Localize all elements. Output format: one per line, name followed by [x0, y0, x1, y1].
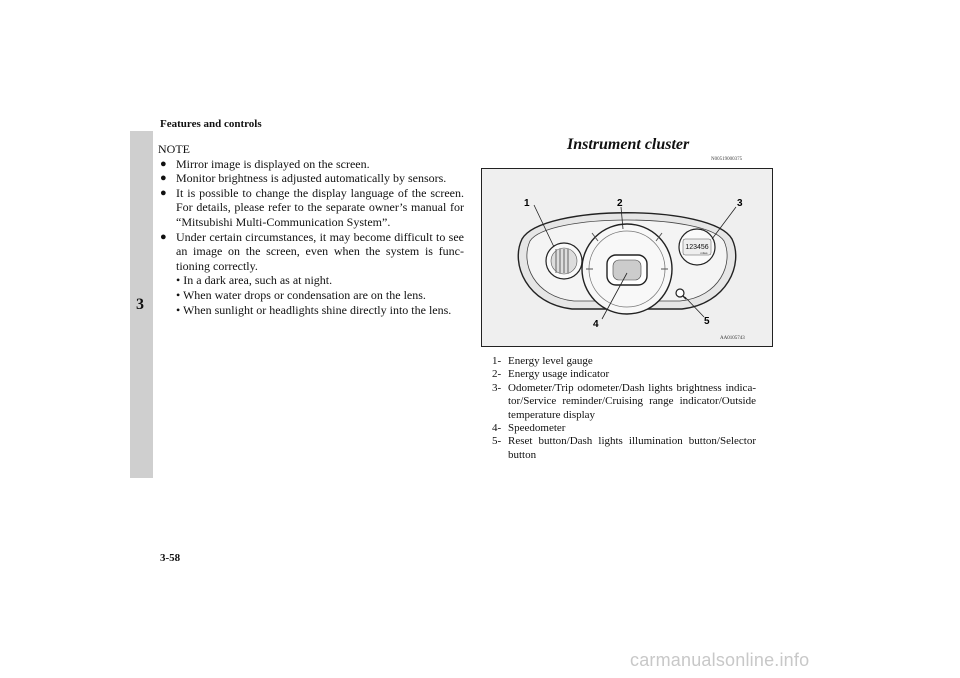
note-label: NOTE — [158, 142, 190, 156]
legend-number: 5- — [492, 435, 502, 448]
legend-item — [492, 368, 756, 381]
callout-2: 2 — [617, 198, 623, 209]
legend-number: 1- — [492, 355, 502, 367]
page-number: 3-58 — [160, 552, 181, 564]
odometer-unit-text: miles — [700, 251, 708, 255]
legend-text: Speedometer — [508, 422, 566, 435]
legend-number: 4- — [492, 422, 502, 435]
legend-list — [492, 355, 756, 462]
legend-item — [492, 435, 756, 462]
note-bullet — [158, 230, 464, 274]
legend-text: Reset button/Dash lights illumination button/Selector button — [508, 435, 756, 461]
instrument-cluster-illustration — [482, 169, 772, 346]
legend-number: 2- — [492, 368, 502, 381]
callout-5: 5 — [704, 316, 710, 327]
watermark: carmanualsonline.info — [630, 650, 810, 670]
bullet-icon: ● — [160, 186, 167, 199]
figure-code: AA0105743 — [720, 336, 745, 341]
callout-1: 1 — [524, 198, 530, 209]
note-bullet-text: It is possible to change the display language of the screen. For details, please refer to the separate owner’s manual for “Mitsubishi Multi-Communication System”. — [176, 185, 464, 229]
note-bullet — [158, 171, 464, 186]
odometer-display-text: 123456 — [685, 244, 709, 251]
note-subitem: • When water drops or condensation are on the lens. — [176, 287, 426, 302]
instrument-cluster-figure — [481, 168, 773, 347]
note-bullet — [158, 157, 464, 172]
note-subitem: • When sunlight or headlights shine directly into the lens. — [176, 302, 452, 317]
bullet-icon: ● — [160, 172, 167, 185]
legend-text: Energy level gauge — [508, 355, 593, 367]
section-title: Instrument cluster — [567, 136, 690, 153]
legend-item — [492, 355, 756, 368]
legend-number: 3- — [492, 381, 502, 394]
chapter-number: 3 — [136, 296, 144, 313]
legend-text: Odometer/Trip odometer/Dash lights brightness indica-tor/Service reminder/Cruising range indicator/Outside temperature display — [508, 381, 756, 421]
section-code: N00519000375 — [711, 157, 743, 162]
bullet-icon: ● — [160, 157, 167, 170]
note-bullet — [158, 186, 464, 230]
note-bullet-text: Under certain circumstances, it may become difficult to see an image on the screen, even when the system is func-tioning correctly. — [176, 229, 464, 273]
page-header: Features and controls — [160, 118, 262, 130]
callout-3: 3 — [737, 198, 743, 209]
bullet-icon: ● — [160, 230, 167, 243]
legend-item — [492, 382, 756, 422]
note-block — [158, 142, 464, 317]
legend-text: Energy usage indicator — [508, 368, 610, 381]
callout-4: 4 — [593, 319, 599, 330]
note-bullet-text: Mirror image is displayed on the screen. — [176, 156, 370, 171]
note-bullet-text: Monitor brightness is adjusted automatically by sensors. — [176, 171, 447, 186]
legend-item — [492, 422, 756, 435]
note-subitem: • In a dark area, such as at night. — [176, 273, 333, 288]
